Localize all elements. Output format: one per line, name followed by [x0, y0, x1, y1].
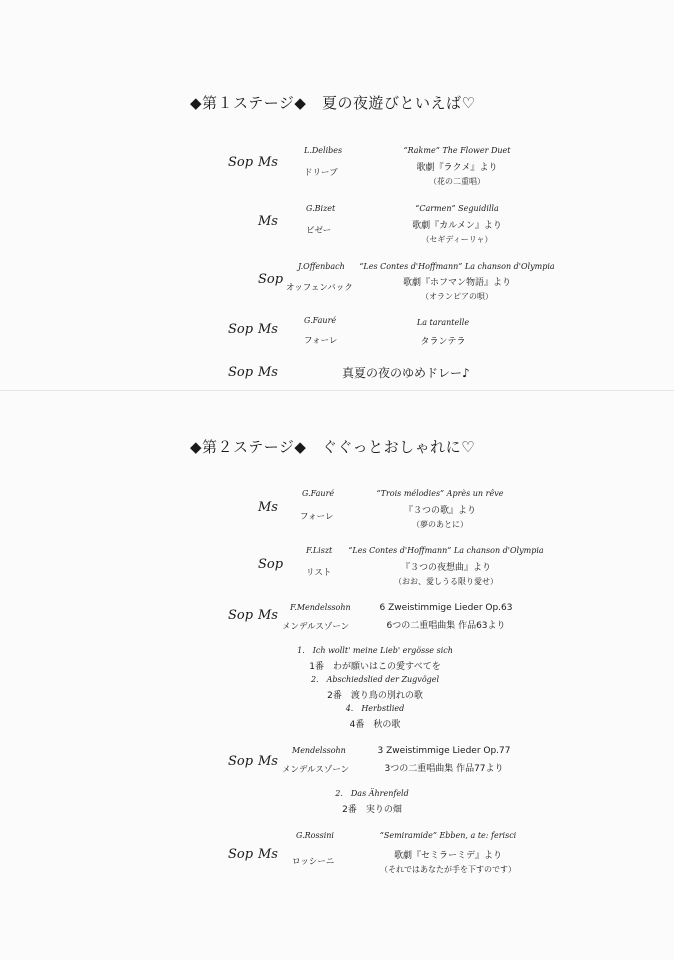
work-jp: 3つの二重唱曲集 作品77より: [384, 764, 504, 774]
song-latin: 2. Abschiedslied der Zugvögel: [310, 675, 440, 684]
composer-jp: メンデルスゾーン: [282, 622, 350, 632]
work-jp: 歌劇『ホフマン物語』より: [402, 278, 512, 288]
voice-ms: Ms: [258, 155, 278, 170]
composer-latin: F.Liszt: [306, 546, 333, 555]
composer-latin: Mendelssohn: [292, 746, 346, 755]
song-jp: 2番 渡り鳥の別れの歌: [327, 691, 423, 701]
work-jp: 歌劇『ラクメ』より: [416, 163, 498, 173]
work-jp: 歌劇『カルメン』より: [412, 221, 502, 231]
work-sub: （オランピアの唄）: [421, 292, 493, 301]
work-sub: （セギディーリャ）: [421, 235, 493, 244]
composer-jp: ドリーブ: [304, 168, 338, 178]
composer-jp: メンデルスゾーン: [282, 765, 350, 775]
composer-jp: ロッシーニ: [292, 857, 335, 867]
voice-ms: Ms: [258, 500, 278, 515]
composer-latin: F.Mendelssohn: [290, 603, 351, 612]
composer-jp: リスト: [306, 568, 332, 578]
voice-ms: Ms: [258, 322, 278, 337]
work-latin: La tarantelle: [416, 318, 470, 327]
composer-latin: G.Fauré: [302, 489, 335, 498]
composer-latin: G.Bizet: [306, 204, 336, 213]
voice-ms: Ms: [258, 847, 278, 862]
composer-jp: フォーレ: [300, 512, 334, 522]
work-latin: “Carmen” Seguidilla: [415, 204, 499, 213]
song-jp: 2番 実りの畑: [342, 805, 402, 815]
composer-jp: オッフェンバック: [286, 283, 353, 293]
work-sub: （夢のあとに）: [412, 520, 468, 529]
song-latin: 1. Ich wollt' meine Lieb' ergösse sich: [297, 646, 453, 655]
work-latin: “Trois mélodies” Après un rêve: [376, 489, 504, 498]
voice-sop: Sop: [258, 272, 284, 287]
work-sub: （おお、愛しうる限り愛せ）: [394, 577, 498, 586]
work-latin: 6 Zweistimmige Lieder Op.63: [379, 603, 513, 613]
voice-ms: Ms: [258, 214, 278, 229]
work-latin: “Rakme” The Flower Duet: [403, 146, 511, 155]
voice-sop: Sop: [258, 557, 284, 572]
voice-sop: Sop: [228, 608, 254, 623]
voice-ms: Ms: [258, 608, 278, 623]
song-jp: 4番 秋の歌: [349, 720, 401, 730]
work-jp: 6つの二重唱曲集 作品63より: [386, 621, 506, 631]
stage1-heading: ◆第１ステージ◆ 夏の夜遊びといえば♡: [190, 94, 476, 112]
work-jp: 『３つの夜想曲』より: [400, 563, 492, 573]
composer-latin: G.Rossini: [296, 831, 334, 840]
work-sub: （花の二重唱）: [429, 177, 485, 186]
voice-sop: Sop: [228, 365, 254, 380]
composer-latin: J.Offenbach: [298, 262, 345, 271]
song-latin: 2. Das Ährenfeld: [335, 789, 409, 798]
composer-jp: ビゼー: [306, 226, 332, 236]
work-sub: （それではあなたが手を下すのです）: [380, 865, 516, 874]
composer-jp: フォーレ: [304, 336, 338, 346]
song-jp: 1番 わが願いはこの愛すべてを: [309, 662, 441, 672]
work-jp: 歌劇『セミラーミデ』より: [393, 851, 503, 861]
page-fold-line: [0, 390, 674, 391]
work-latin: “Les Contes d'Hoffmann” La chanson d'Olympia: [348, 546, 544, 555]
voice-sop: Sop: [228, 754, 254, 769]
work-latin: “Semiramide” Ebben, a te: ferisci: [379, 831, 517, 840]
voice-ms: Ms: [258, 365, 278, 380]
work-jp: タランテラ: [420, 337, 466, 347]
work-latin: “Les Contes d'Hoffmann” La chanson d'Olympia: [359, 262, 555, 271]
voice-ms: Ms: [258, 754, 278, 769]
composer-latin: L.Delibes: [304, 146, 343, 155]
medley-title: 真夏の夜のゆめドレー♪: [342, 366, 470, 380]
voice-sop: Sop: [228, 322, 254, 337]
stage2-heading: ◆第２ステージ◆ ぐぐっとおしゃれに♡: [190, 438, 476, 456]
work-latin: 3 Zweistimmige Lieder Op.77: [377, 746, 511, 756]
voice-sop: Sop: [228, 155, 254, 170]
song-latin: 4. Herbstlied: [345, 704, 405, 713]
voice-sop: Sop: [228, 847, 254, 862]
composer-latin: G.Fauré: [304, 316, 337, 325]
work-jp: 『３つの歌』より: [403, 506, 477, 516]
